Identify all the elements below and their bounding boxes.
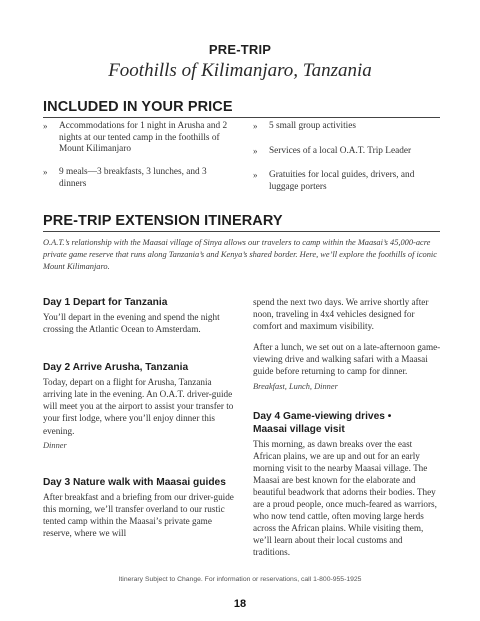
- included-item: [253, 146, 443, 158]
- included-item-text: Accommodations for 1 night in Arusha and 2 nights at our tented camp in the foothills of Mount Kilimanjaro: [59, 121, 228, 155]
- day-body: This morning, as dawn breaks over the east African plains, we are up and out for an early morning visit to the nearby Maasai village. The Maasai are best known for the elaborate and beautiful beadwork that adorns their bodies. They are a proud people, once much-feared as warriors, who now tend cattle, often moving large herds across the African plains. While visiting them, we’ll learn about their local customs and traditions.: [253, 438, 437, 558]
- included-item: [43, 121, 233, 156]
- chevron-right-icon: »: [43, 121, 48, 131]
- day-body: Today, depart on a flight for Arusha, Tanzania arriving late in the evening. An O.A.T. driver-guide will meet you at the airport to assist your transfer to your first lodge, where you’ll enjoy dinner this evening.: [43, 377, 234, 436]
- day-title: Day 3 Nature walk with Maasai guides: [43, 476, 226, 488]
- itinerary-rule: [43, 231, 440, 232]
- included-item: [253, 121, 443, 133]
- itinerary-intro: O.A.T.’s relationship with the Maasai village of Sinya allows our travelers to camp within the Maasai’s 45,000-acre private game reserve that runs along Tanzania’s and Kenya’s shared border. Here, we’ll explore the foothills of iconic Mount Kilimanjaro.: [43, 238, 437, 271]
- day-title: Day 4 Game-viewing drives • Maasai village visit: [253, 410, 392, 435]
- day-body: After a lunch, we set out on a late-afternoon game-viewing drive and walking safari with a Maasai guide before returning to camp for dinner.: [253, 342, 441, 377]
- page-title: Foothills of Kilimanjaro, Tanzania: [108, 60, 372, 81]
- included-item-text: Services of a local O.A.T. Trip Leader: [269, 145, 412, 156]
- included-item-text: 5 small group activities: [269, 121, 357, 131]
- itinerary-heading: PRE-TRIP EXTENSION ITINERARY: [43, 213, 283, 229]
- included-heading: INCLUDED IN YOUR PRICE: [43, 99, 233, 115]
- included-item-text: Gratuities for local guides, drivers, and luggage porters: [269, 170, 415, 193]
- day-title: Day 1 Depart for Tanzania: [43, 297, 168, 308]
- meals-included: Dinner: [43, 440, 67, 450]
- included-item: [253, 170, 443, 193]
- meals-included: Breakfast, Lunch, Dinner: [253, 381, 338, 391]
- day-3-continued: [253, 296, 441, 393]
- day-2: [43, 361, 235, 451]
- itinerary-column-right: [253, 296, 441, 559]
- day-body: After breakfast and a briefing from our driver-guide this morning, we’ll transfer overland to our rustic tented camp within the Maasai’s private game reserve, where we will: [43, 491, 234, 538]
- included-list-right: [253, 121, 443, 205]
- day-3: [43, 476, 235, 539]
- chevron-right-icon: »: [253, 121, 258, 131]
- day-body: spend the next two days. We arrive shortly after noon, traveling in 4x4 vehicles designed for comfort and maximum visibility.: [253, 297, 429, 332]
- included-rule: [43, 117, 440, 118]
- day-title: Day 2 Arrive Arusha, Tanzania: [43, 362, 189, 374]
- section-kicker: PRE-TRIP: [208, 42, 272, 57]
- footer-note: Itinerary Subject to Change. For information or reservations, call 1-800-955-1925: [118, 576, 362, 583]
- chevron-right-icon: »: [43, 167, 48, 178]
- day-1: [43, 296, 235, 335]
- included-item-text: 9 meals—3 breakfasts, 3 lunches, and 3 dinners: [59, 167, 207, 189]
- chevron-right-icon: »: [253, 145, 258, 156]
- day-body: You’ll depart in the evening and spend the night crossing the Atlantic Ocean to Amsterdam.: [43, 312, 220, 335]
- itinerary-column-left: [43, 296, 235, 539]
- page-number: 18: [233, 598, 247, 610]
- day-4: [253, 410, 441, 559]
- included-list-left: [43, 121, 233, 202]
- included-item: [43, 167, 209, 190]
- chevron-right-icon: »: [253, 170, 258, 181]
